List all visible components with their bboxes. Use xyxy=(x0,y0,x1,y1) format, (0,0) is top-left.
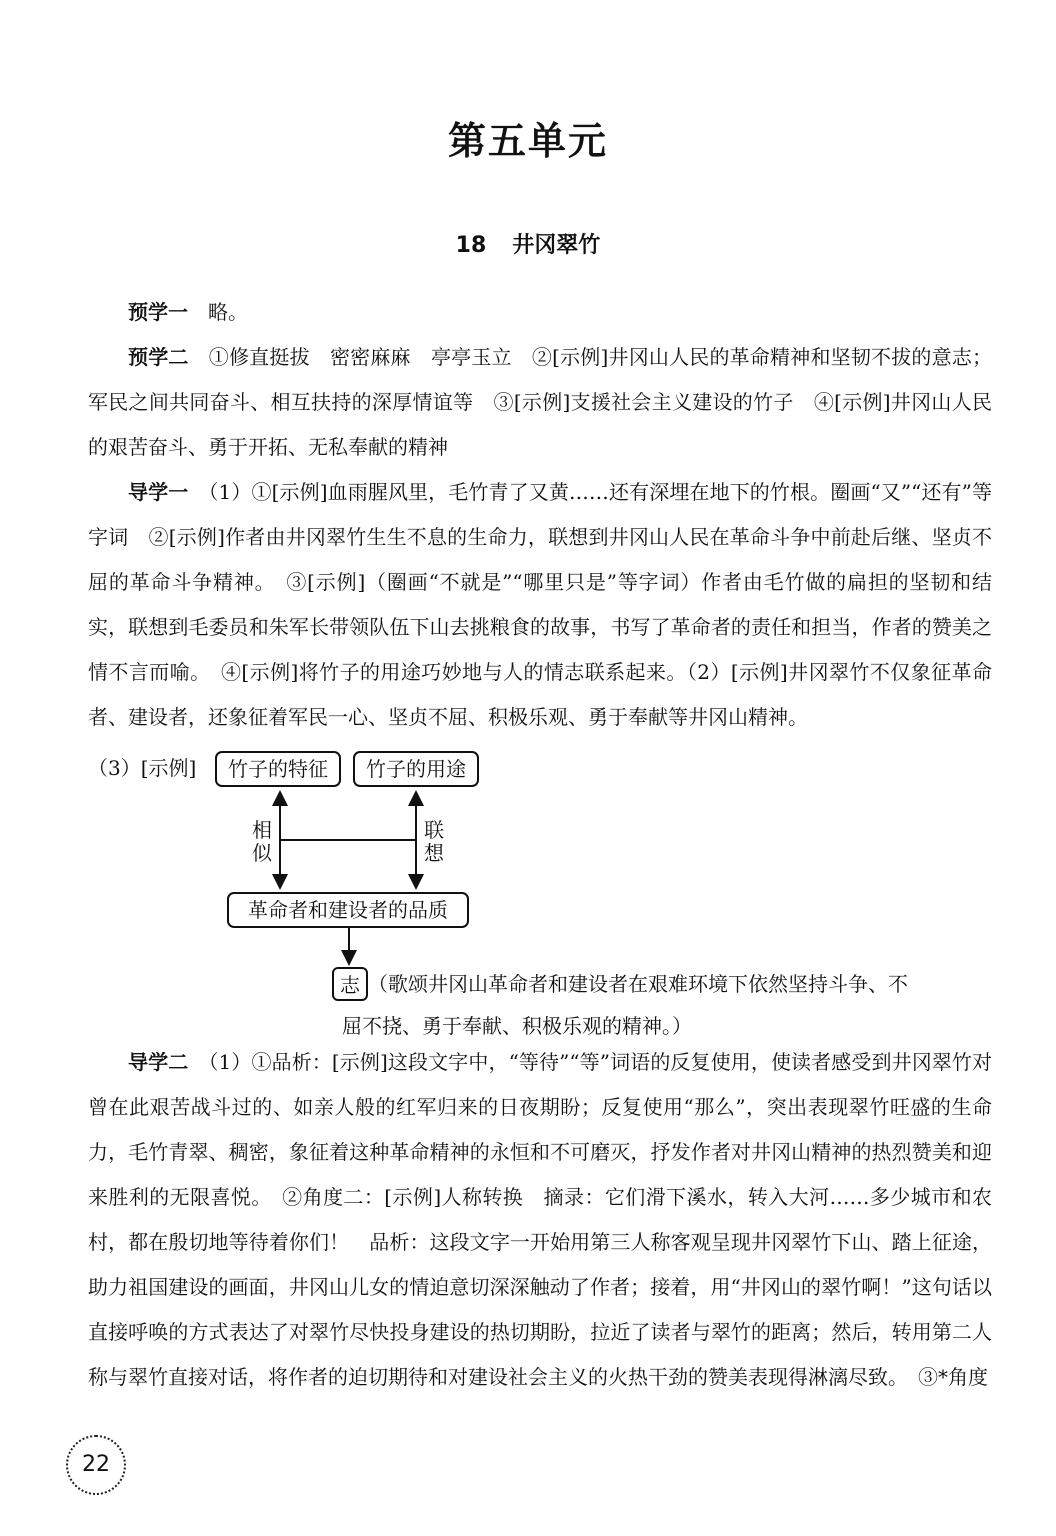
paragraph-yuxue-1 xyxy=(88,290,992,335)
paragraph-yuxue-2 xyxy=(88,335,992,470)
box-bamboo-features-text: 竹子的特征 xyxy=(228,757,328,781)
paragraph-text: ①修直挺拔 密密麻麻 亭亭玉立 ②[示例]井冈山人民的革命精神和坚韧不拔的意志；军民之间共同奋斗、相互扶持的深厚情谊等 ③[示例]支援社会主义建设的竹子 ④[示例]井冈山人民的艰苦奋斗、勇于开拓、无私奉献的精神 xyxy=(88,345,993,459)
paragraph-label: 导学二 xyxy=(128,1050,189,1074)
answer-block-top xyxy=(88,290,992,740)
left-arrow-down xyxy=(272,874,288,890)
diagram-note-line-2: 屈不挠、勇于奉献、积极乐观的精神。） xyxy=(342,1014,692,1038)
paragraph-label: 预学一 xyxy=(128,300,188,324)
lesson-name: 井冈翠竹 xyxy=(512,233,601,258)
right-arrow-up xyxy=(408,790,424,806)
box-quality xyxy=(228,893,468,927)
down-arrow xyxy=(341,950,357,966)
paragraph-daoxue-2 xyxy=(88,1040,992,1400)
box-bamboo-uses-text: 竹子的用途 xyxy=(366,757,466,781)
label-associate-2: 想 xyxy=(424,841,444,865)
answer-block-bottom xyxy=(88,1040,992,1400)
paragraph-text: 略。 xyxy=(208,300,248,324)
page-number: 22 xyxy=(66,1435,126,1495)
label-similar-2: 似 xyxy=(252,841,272,865)
lesson-number: 18 xyxy=(455,233,487,258)
right-arrow-down xyxy=(408,874,424,890)
paragraph-label: 导学一 xyxy=(128,480,189,504)
box-bamboo-uses xyxy=(354,752,478,786)
paragraph-text: （1）①品析：[示例]这段文字中，“等待”“等”词语的反复使用，使读者感受到井冈翠竹对曾在此艰苦战斗过的、如亲人般的红军归来的日夜期盼；反复使用“那么”，突出表现翠竹旺盛的生命力，毛竹青翠、稠密，象征着这种革命精神的永恒和不可磨灭，抒发作者对井冈山精神的热烈赞美和迎来胜利的无限喜悦。 ②角度二：[示例]人称转换 摘录：它们滑下溪水，转入大河……多少城市和农村，都在殷切地等待着你们！ 品析：这段文字一开始用第三人称客观呈现井冈翠竹下山、踏上征途，助力祖国建设的画面，井冈山儿女的情迫意切深深触动了作者；接着，用“井冈山的翠竹啊！”这句话以直接呼唤的方式表达了对翠竹尽快投身建设的热切期盼，拉近了读者与翠竹的距离；然后，转用第二人称与翠竹直接对话，将作者的迫切期待和对建设社会主义的火热干劲的赞美表现得淋漓尽致。 ③*角度 xyxy=(88,1050,993,1389)
left-arrow-up xyxy=(272,790,288,806)
paragraph-text: （1）①[示例]血雨腥风里，毛竹青了又黄……还有深埋在地下的竹根。圈画“又”“还有”等字词 ②[示例]作者由井冈翠竹生生不息的生命力，联想到井冈山人民在革命斗争中前赴后继、坚贞不屈的革命斗争精神。 ③[示例]（圈画“不就是”“哪里只是”等字词）作者由毛竹做的扁担的坚韧和结实，联想到毛委员和朱军长带领队伍下山去挑粮食的故事，书写了革命者的责任和担当，作者的赞美之情不言而喻。 ④[示例]将竹子的用途巧妙地与人的情志联系起来。（2）[示例]井冈翠竹不仅象征革命者、建设者，还象征着军民一心、坚贞不屈、积极乐观、勇于奉献等井冈山精神。 xyxy=(88,480,992,729)
box-bamboo-features xyxy=(216,752,340,786)
label-similar-1: 相 xyxy=(252,818,272,842)
diagram-note xyxy=(342,963,996,1047)
lesson-title xyxy=(0,228,1056,259)
box-aspiration-text: 志 xyxy=(340,973,360,997)
paragraph-label: 预学二 xyxy=(128,345,189,369)
diagram-note-line-1: （歌颂井冈山革命者和建设者在艰难环境下依然坚持斗争、不 xyxy=(368,972,908,996)
box-quality-text: 革命者和建设者的品质 xyxy=(248,898,448,922)
box-aspiration xyxy=(333,968,367,1000)
label-associate-1: 联 xyxy=(424,818,444,842)
diagram-prefix: （3）[示例] xyxy=(88,756,197,780)
unit-title: 第五单元 xyxy=(447,118,608,163)
paragraph-daoxue-1 xyxy=(88,470,992,740)
